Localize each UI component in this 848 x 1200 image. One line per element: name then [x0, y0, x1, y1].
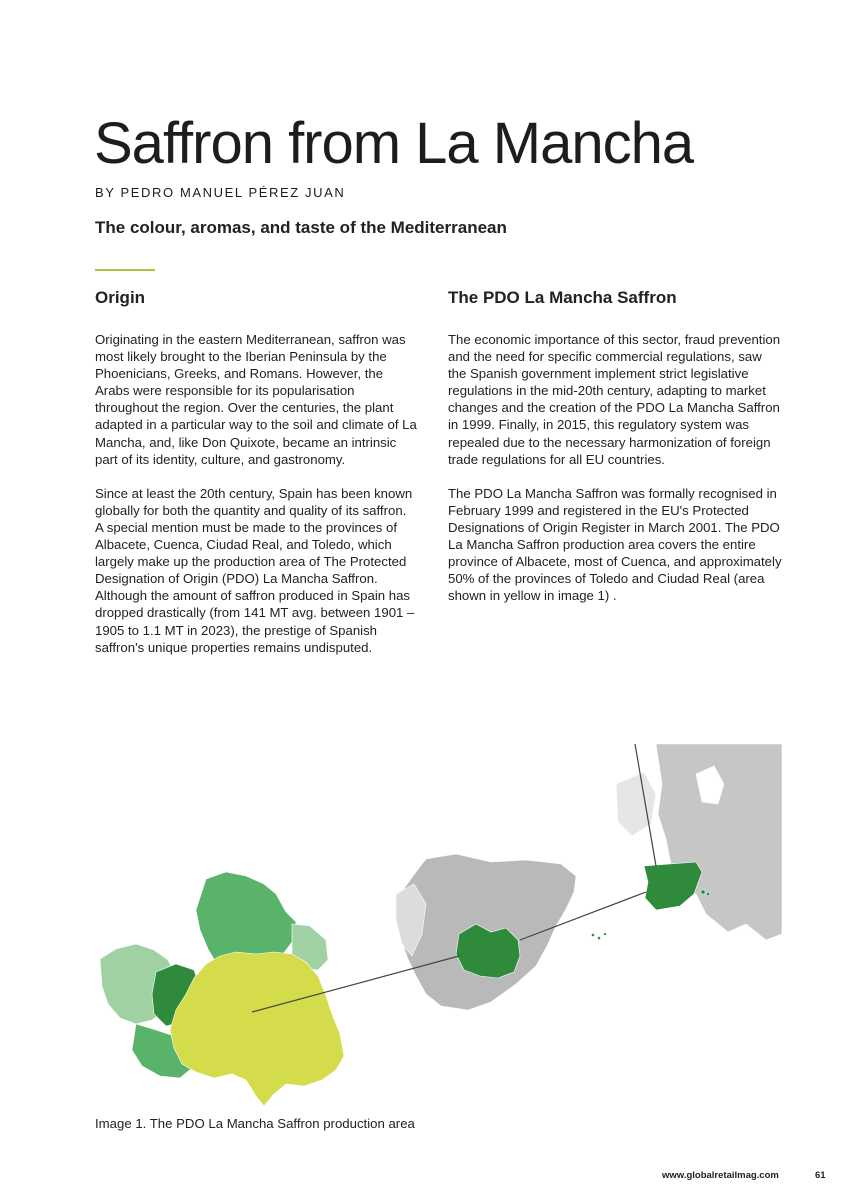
pdo-production-area: [170, 952, 344, 1106]
footer-website-link[interactable]: www.globalretailmag.com: [662, 1170, 779, 1181]
island-marker: [706, 892, 710, 896]
page-title: Saffron from La Mancha: [94, 111, 694, 176]
byline: BY PEDRO MANUEL PÉREZ JUAN: [95, 185, 346, 200]
figure-caption: Image 1. The PDO La Mancha Saffron production area: [95, 1116, 415, 1131]
subtitle: The colour, aromas, and taste of the Mediterranean: [95, 218, 507, 237]
map-illustration: [96, 744, 782, 1114]
island-marker: [701, 890, 705, 894]
accent-divider: [95, 269, 155, 271]
europe-inset-map: [591, 744, 782, 947]
pdo-paragraph-1: The economic importance of this sector, fraud prevention and the need for specific commercial regulations, saw the Spanish government implement strict legislative regulations in the mid-20th century, adapting to market changes and the creation of the PDO La Mancha Saffron in 1999. Finally, in 2015, this regulatory system was repealed due to the necessary harmonization of foreign trade regulations for all EU countries.: [448, 332, 781, 467]
pdo-map-figure: [96, 744, 782, 1114]
origin-heading: Origin: [95, 288, 146, 307]
origin-paragraph-2: Since at least the 20th century, Spain has been known globally for both the quantity and quality of its saffron. A special mention must be made to the provinces of Albacete, Cuenca, Ciudad Real, and Toledo, which largely make up the production area of The Protected Designation of Origin (PDO) La Mancha Saffron. Although the amount of saffron produced in Spain has dropped drastically (from 141 MT avg. between 1901 – 1905 to 1.1 MT in 2023), the prestige of Spanish saffron's unique properties remains undisputed.: [95, 485, 415, 655]
island-marker: [597, 936, 600, 939]
origin-column: [95, 287, 417, 673]
pdo-heading: The PDO La Mancha Saffron: [448, 288, 677, 307]
castilla-la-mancha-region: [456, 924, 520, 978]
pdo-paragraph-2: The PDO La Mancha Saffron was formally recognised in February 1999 and registered in the EU's Protected Designations of Origin Register in March 2001. The PDO La Mancha Saffron production area covers the entire province of Albacete, most of Cuenca, and approximately 50% of the provinces of Toledo and Ciudad Real (area shown in yellow in image 1) .: [448, 485, 782, 604]
island-marker: [591, 933, 594, 936]
pdo-column: [448, 287, 783, 621]
spain-map: [396, 854, 646, 1010]
page-number: 61: [815, 1170, 826, 1181]
origin-paragraph-1: Originating in the eastern Mediterranean, saffron was most likely brought to the Iberian Peninsula by the Phoenicians, Greeks, and Romans. However, the Arabs were responsible for its popularisation throughout the region. Over the centuries, the plant adapted in a particular way to the soil and climate of La Mancha, and, like Don Quixote, became an intrinsic part of its identity, culture, and gastronomy.: [95, 332, 417, 467]
island-marker: [604, 933, 607, 936]
